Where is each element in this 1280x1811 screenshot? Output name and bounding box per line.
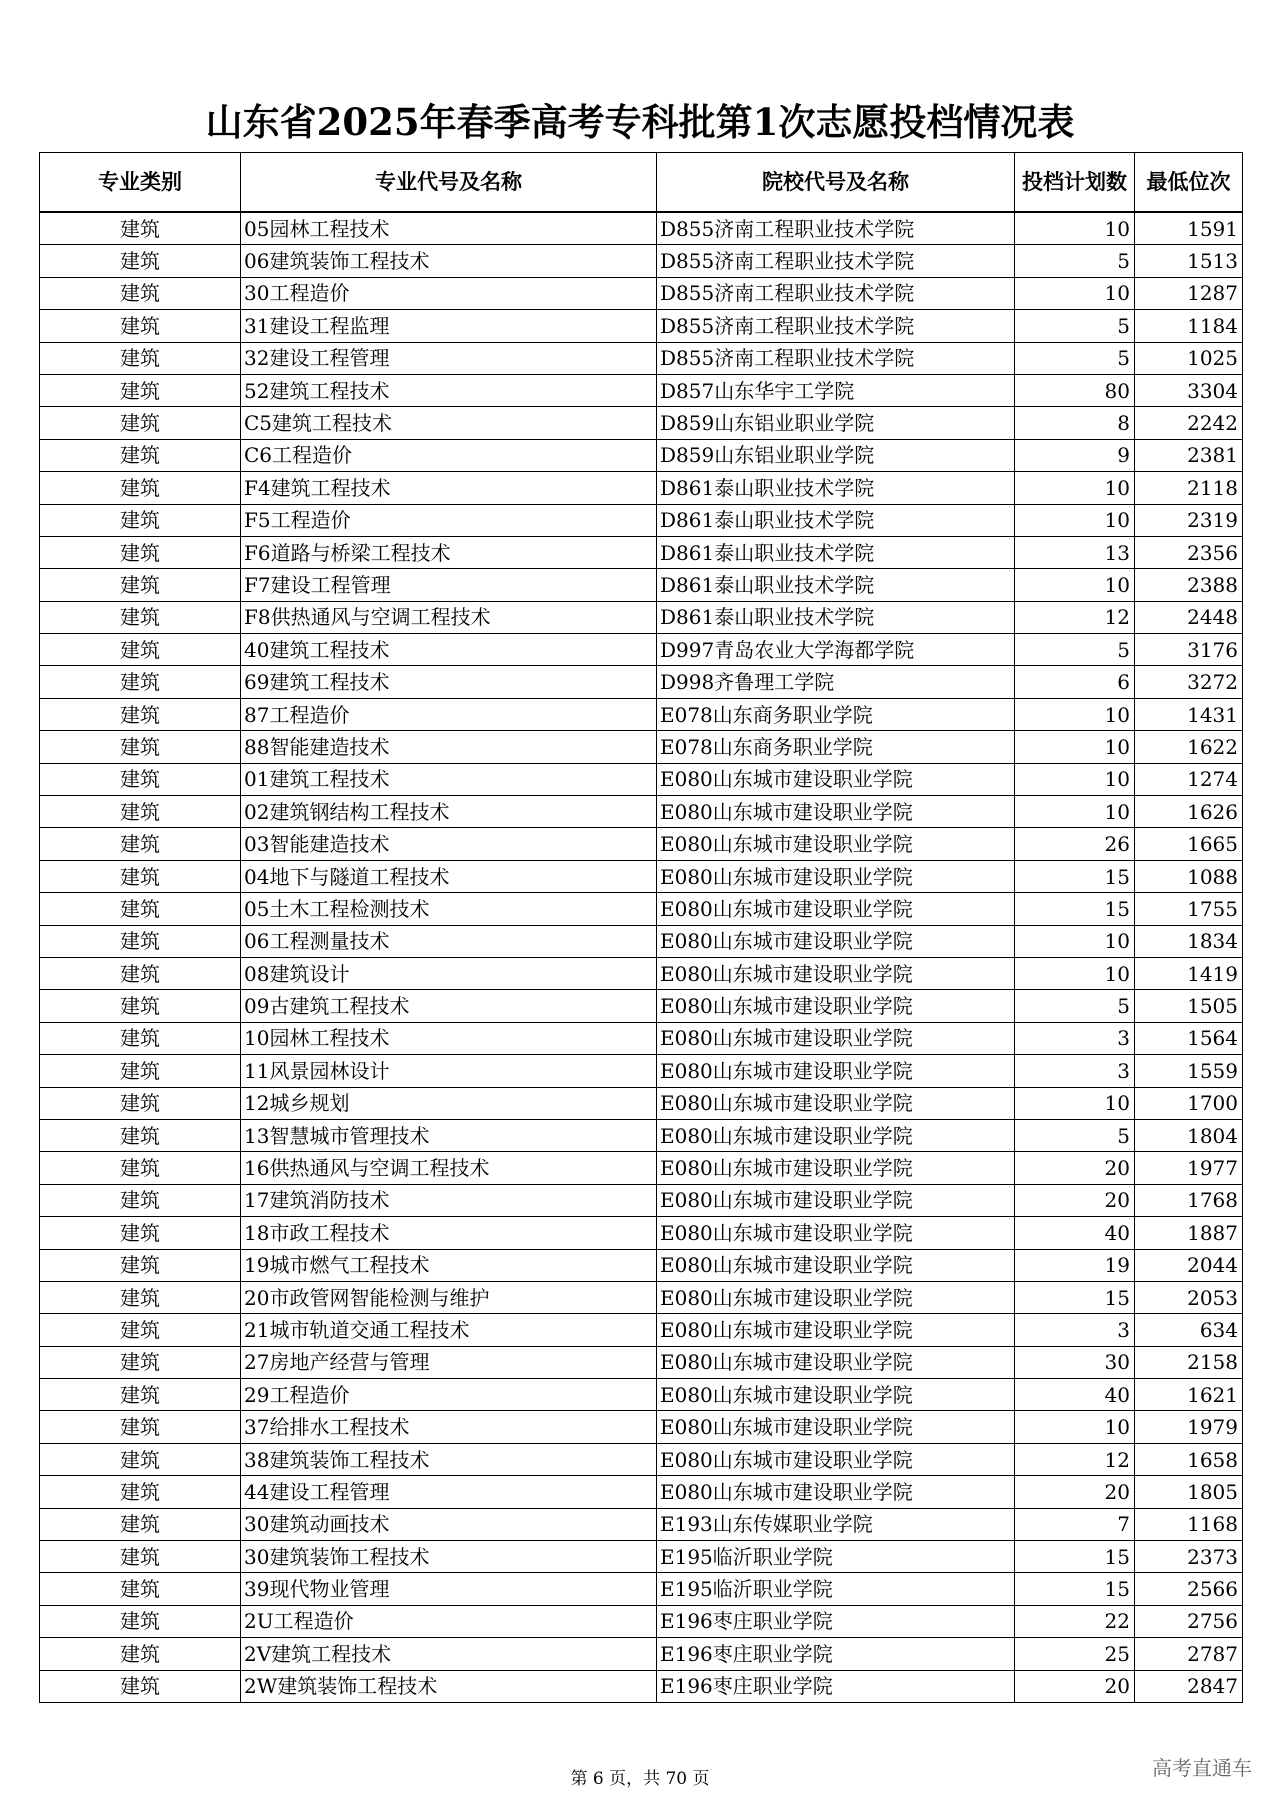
cell-school-code-name: E196枣庄职业学院: [657, 1670, 1015, 1702]
cell-major-code-name: 04地下与隧道工程技术: [241, 860, 657, 892]
page-title: 山东省2025年春季高考专科批第1次志愿投档情况表: [205, 100, 1075, 144]
cell-major-category: 建筑: [40, 1476, 241, 1508]
cell-plan-count: 22: [1015, 1605, 1135, 1637]
cell-min-rank: 1621: [1135, 1379, 1243, 1411]
cell-school-code-name: D861泰山职业技术学院: [657, 504, 1015, 536]
cell-major-category: 建筑: [40, 1411, 241, 1443]
cell-major-code-name: 02建筑钢结构工程技术: [241, 796, 657, 828]
cell-major-category: 建筑: [40, 407, 241, 439]
cell-major-category: 建筑: [40, 472, 241, 504]
table-row: [40, 1087, 1243, 1119]
cell-major-code-name: 05园林工程技术: [241, 212, 657, 245]
table-row: [40, 1055, 1243, 1087]
table-row: [40, 1281, 1243, 1313]
cell-school-code-name: D855济南工程职业技术学院: [657, 245, 1015, 277]
cell-major-code-name: 10园林工程技术: [241, 1022, 657, 1054]
cell-major-code-name: 12城乡规划: [241, 1087, 657, 1119]
table-row: [40, 796, 1243, 828]
cell-plan-count: 12: [1015, 1443, 1135, 1475]
cell-plan-count: 7: [1015, 1508, 1135, 1540]
cell-school-code-name: E078山东商务职业学院: [657, 731, 1015, 763]
cell-min-rank: 2158: [1135, 1346, 1243, 1378]
table-row: [40, 1605, 1243, 1637]
cell-major-category: 建筑: [40, 1087, 241, 1119]
cell-plan-count: 20: [1015, 1476, 1135, 1508]
cell-min-rank: 1564: [1135, 1022, 1243, 1054]
table-row: [40, 1573, 1243, 1605]
cell-school-code-name: D859山东铝业职业学院: [657, 439, 1015, 471]
cell-school-code-name: E196枣庄职业学院: [657, 1638, 1015, 1670]
table-row: [40, 1638, 1243, 1670]
cell-school-code-name: D861泰山职业技术学院: [657, 601, 1015, 633]
cell-min-rank: 1431: [1135, 698, 1243, 730]
cell-plan-count: 3: [1015, 1022, 1135, 1054]
table-row: [40, 1184, 1243, 1216]
cell-plan-count: 10: [1015, 763, 1135, 795]
cell-major-code-name: 88智能建造技术: [241, 731, 657, 763]
cell-min-rank: 1979: [1135, 1411, 1243, 1443]
cell-major-code-name: 69建筑工程技术: [241, 666, 657, 698]
cell-major-code-name: C5建筑工程技术: [241, 407, 657, 439]
cell-major-category: 建筑: [40, 1541, 241, 1573]
table-row: [40, 1670, 1243, 1702]
cell-plan-count: 5: [1015, 634, 1135, 666]
cell-major-code-name: 20市政管网智能检测与维护: [241, 1281, 657, 1313]
cell-min-rank: 1665: [1135, 828, 1243, 860]
cell-school-code-name: D857山东华宇工学院: [657, 374, 1015, 406]
cell-min-rank: 2356: [1135, 536, 1243, 568]
cell-school-code-name: E080山东城市建设职业学院: [657, 1314, 1015, 1346]
cell-min-rank: 1834: [1135, 925, 1243, 957]
cell-major-category: 建筑: [40, 536, 241, 568]
cell-min-rank: 2242: [1135, 407, 1243, 439]
table-row: [40, 925, 1243, 957]
table-row: [40, 1379, 1243, 1411]
cell-major-code-name: 38建筑装饰工程技术: [241, 1443, 657, 1475]
cell-school-code-name: E080山东城市建设职业学院: [657, 1184, 1015, 1216]
cell-plan-count: 10: [1015, 504, 1135, 536]
cell-major-category: 建筑: [40, 1152, 241, 1184]
admission-table: [39, 152, 1243, 1703]
cell-min-rank: 2847: [1135, 1670, 1243, 1702]
table-row: [40, 277, 1243, 309]
cell-major-code-name: 06建筑装饰工程技术: [241, 245, 657, 277]
cell-plan-count: 5: [1015, 342, 1135, 374]
cell-major-category: 建筑: [40, 342, 241, 374]
cell-school-code-name: E080山东城市建设职业学院: [657, 925, 1015, 957]
cell-min-rank: 1025: [1135, 342, 1243, 374]
cell-major-category: 建筑: [40, 212, 241, 245]
cell-major-code-name: 37给排水工程技术: [241, 1411, 657, 1443]
cell-major-code-name: 2U工程造价: [241, 1605, 657, 1637]
cell-major-code-name: 09古建筑工程技术: [241, 990, 657, 1022]
table-row: [40, 342, 1243, 374]
cell-major-code-name: 87工程造价: [241, 698, 657, 730]
cell-major-code-name: 03智能建造技术: [241, 828, 657, 860]
cell-min-rank: 2756: [1135, 1605, 1243, 1637]
cell-plan-count: 10: [1015, 212, 1135, 245]
cell-major-code-name: 29工程造价: [241, 1379, 657, 1411]
cell-min-rank: 1804: [1135, 1119, 1243, 1151]
cell-school-code-name: E080山东城市建设职业学院: [657, 1346, 1015, 1378]
cell-school-code-name: E080山东城市建设职业学院: [657, 957, 1015, 989]
table-row: [40, 634, 1243, 666]
header-major-code-name: 专业代号及名称: [241, 153, 657, 213]
cell-min-rank: 2118: [1135, 472, 1243, 504]
cell-min-rank: 2388: [1135, 569, 1243, 601]
cell-min-rank: 2787: [1135, 1638, 1243, 1670]
cell-school-code-name: D855济南工程职业技术学院: [657, 277, 1015, 309]
cell-major-code-name: 40建筑工程技术: [241, 634, 657, 666]
cell-major-code-name: 2V建筑工程技术: [241, 1638, 657, 1670]
cell-major-category: 建筑: [40, 1638, 241, 1670]
cell-school-code-name: E195临沂职业学院: [657, 1573, 1015, 1605]
cell-school-code-name: D855济南工程职业技术学院: [657, 212, 1015, 245]
cell-plan-count: 30: [1015, 1346, 1135, 1378]
cell-school-code-name: E195临沂职业学院: [657, 1541, 1015, 1573]
cell-major-code-name: 17建筑消防技术: [241, 1184, 657, 1216]
cell-major-category: 建筑: [40, 860, 241, 892]
cell-min-rank: 1274: [1135, 763, 1243, 795]
cell-major-code-name: 16供热通风与空调工程技术: [241, 1152, 657, 1184]
cell-min-rank: 1887: [1135, 1217, 1243, 1249]
cell-plan-count: 10: [1015, 796, 1135, 828]
cell-plan-count: 40: [1015, 1379, 1135, 1411]
table-row: [40, 828, 1243, 860]
table-row: [40, 504, 1243, 536]
cell-school-code-name: D998齐鲁理工学院: [657, 666, 1015, 698]
cell-school-code-name: E080山东城市建设职业学院: [657, 796, 1015, 828]
cell-major-category: 建筑: [40, 245, 241, 277]
table-row: [40, 472, 1243, 504]
table-row: [40, 990, 1243, 1022]
cell-min-rank: 2319: [1135, 504, 1243, 536]
cell-min-rank: 1505: [1135, 990, 1243, 1022]
cell-school-code-name: E080山东城市建设职业学院: [657, 1476, 1015, 1508]
cell-plan-count: 3: [1015, 1055, 1135, 1087]
cell-school-code-name: D855济南工程职业技术学院: [657, 342, 1015, 374]
cell-major-category: 建筑: [40, 698, 241, 730]
cell-major-code-name: 13智慧城市管理技术: [241, 1119, 657, 1151]
cell-major-category: 建筑: [40, 763, 241, 795]
table-row: [40, 569, 1243, 601]
cell-major-code-name: 05土木工程检测技术: [241, 893, 657, 925]
cell-min-rank: 1755: [1135, 893, 1243, 925]
cell-school-code-name: E080山东城市建设职业学院: [657, 1119, 1015, 1151]
cell-min-rank: 2053: [1135, 1281, 1243, 1313]
table-row: [40, 1443, 1243, 1475]
table-row: [40, 212, 1243, 245]
cell-major-category: 建筑: [40, 1443, 241, 1475]
cell-plan-count: 9: [1015, 439, 1135, 471]
cell-school-code-name: E080山东城市建设职业学院: [657, 1217, 1015, 1249]
cell-major-category: 建筑: [40, 1670, 241, 1702]
cell-major-code-name: F5工程造价: [241, 504, 657, 536]
cell-major-code-name: F7建设工程管理: [241, 569, 657, 601]
cell-plan-count: 10: [1015, 925, 1135, 957]
cell-major-code-name: 21城市轨道交通工程技术: [241, 1314, 657, 1346]
cell-school-code-name: E080山东城市建设职业学院: [657, 1411, 1015, 1443]
cell-major-code-name: 27房地产经营与管理: [241, 1346, 657, 1378]
cell-min-rank: 2044: [1135, 1249, 1243, 1281]
cell-major-category: 建筑: [40, 634, 241, 666]
cell-school-code-name: E080山东城市建设职业学院: [657, 1249, 1015, 1281]
table-row: [40, 601, 1243, 633]
cell-major-category: 建筑: [40, 796, 241, 828]
cell-major-code-name: 11风景园林设计: [241, 1055, 657, 1087]
cell-school-code-name: D861泰山职业技术学院: [657, 536, 1015, 568]
cell-plan-count: 10: [1015, 1411, 1135, 1443]
cell-major-code-name: 30建筑动画技术: [241, 1508, 657, 1540]
cell-plan-count: 15: [1015, 1573, 1135, 1605]
table-row: [40, 1508, 1243, 1540]
header-min-rank: 最低位次: [1135, 153, 1243, 213]
cell-school-code-name: E080山东城市建设职业学院: [657, 1443, 1015, 1475]
table-row: [40, 245, 1243, 277]
table-body: [40, 212, 1243, 1702]
cell-min-rank: 3272: [1135, 666, 1243, 698]
table-row: [40, 731, 1243, 763]
cell-school-code-name: D861泰山职业技术学院: [657, 569, 1015, 601]
cell-min-rank: 1088: [1135, 860, 1243, 892]
cell-min-rank: 1168: [1135, 1508, 1243, 1540]
cell-min-rank: 1559: [1135, 1055, 1243, 1087]
cell-major-code-name: F8供热通风与空调工程技术: [241, 601, 657, 633]
cell-school-code-name: E080山东城市建设职业学院: [657, 1022, 1015, 1054]
cell-major-category: 建筑: [40, 1346, 241, 1378]
table-row: [40, 763, 1243, 795]
cell-major-code-name: C6工程造价: [241, 439, 657, 471]
cell-major-category: 建筑: [40, 1184, 241, 1216]
cell-school-code-name: D997青岛农业大学海都学院: [657, 634, 1015, 666]
cell-major-code-name: F6道路与桥梁工程技术: [241, 536, 657, 568]
cell-plan-count: 10: [1015, 731, 1135, 763]
cell-school-code-name: E078山东商务职业学院: [657, 698, 1015, 730]
cell-major-category: 建筑: [40, 925, 241, 957]
cell-major-code-name: 2W建筑装饰工程技术: [241, 1670, 657, 1702]
cell-major-category: 建筑: [40, 504, 241, 536]
cell-plan-count: 13: [1015, 536, 1135, 568]
cell-plan-count: 10: [1015, 277, 1135, 309]
cell-school-code-name: E080山东城市建设职业学院: [657, 1087, 1015, 1119]
cell-major-category: 建筑: [40, 990, 241, 1022]
cell-major-code-name: F4建筑工程技术: [241, 472, 657, 504]
cell-min-rank: 2373: [1135, 1541, 1243, 1573]
cell-plan-count: 26: [1015, 828, 1135, 860]
cell-min-rank: 1700: [1135, 1087, 1243, 1119]
table-row: [40, 1022, 1243, 1054]
cell-major-category: 建筑: [40, 277, 241, 309]
cell-min-rank: 1622: [1135, 731, 1243, 763]
cell-major-category: 建筑: [40, 957, 241, 989]
cell-major-code-name: 44建设工程管理: [241, 1476, 657, 1508]
table-row: [40, 1152, 1243, 1184]
table-row: [40, 439, 1243, 471]
cell-plan-count: 20: [1015, 1184, 1135, 1216]
cell-min-rank: 1626: [1135, 796, 1243, 828]
table-row: [40, 666, 1243, 698]
cell-school-code-name: D855济南工程职业技术学院: [657, 310, 1015, 342]
cell-major-category: 建筑: [40, 601, 241, 633]
header-plan-count: 投档计划数: [1015, 153, 1135, 213]
table-row: [40, 860, 1243, 892]
table-row: [40, 1411, 1243, 1443]
cell-major-category: 建筑: [40, 374, 241, 406]
header-school-code-name: 院校代号及名称: [657, 153, 1015, 213]
table-row: [40, 1249, 1243, 1281]
cell-major-category: 建筑: [40, 1573, 241, 1605]
cell-major-category: 建筑: [40, 1217, 241, 1249]
cell-major-category: 建筑: [40, 666, 241, 698]
cell-major-category: 建筑: [40, 1605, 241, 1637]
cell-min-rank: 1184: [1135, 310, 1243, 342]
cell-school-code-name: E080山东城市建设职业学院: [657, 828, 1015, 860]
cell-major-category: 建筑: [40, 1055, 241, 1087]
table-row: [40, 374, 1243, 406]
cell-major-category: 建筑: [40, 731, 241, 763]
cell-plan-count: 19: [1015, 1249, 1135, 1281]
cell-major-category: 建筑: [40, 439, 241, 471]
header-major-category: 专业类别: [40, 153, 241, 213]
table-row: [40, 698, 1243, 730]
table-row: [40, 536, 1243, 568]
cell-min-rank: 1419: [1135, 957, 1243, 989]
cell-school-code-name: E080山东城市建设职业学院: [657, 1152, 1015, 1184]
cell-major-category: 建筑: [40, 1281, 241, 1313]
table-header-row: [40, 153, 1243, 213]
cell-min-rank: 2448: [1135, 601, 1243, 633]
cell-major-code-name: 18市政工程技术: [241, 1217, 657, 1249]
table-row: [40, 893, 1243, 925]
cell-min-rank: 1591: [1135, 212, 1243, 245]
cell-school-code-name: D861泰山职业技术学院: [657, 472, 1015, 504]
cell-major-category: 建筑: [40, 1379, 241, 1411]
cell-plan-count: 5: [1015, 1119, 1135, 1151]
table-row: [40, 1119, 1243, 1151]
cell-major-category: 建筑: [40, 1314, 241, 1346]
cell-major-code-name: 52建筑工程技术: [241, 374, 657, 406]
cell-min-rank: 1768: [1135, 1184, 1243, 1216]
cell-plan-count: 6: [1015, 666, 1135, 698]
cell-plan-count: 8: [1015, 407, 1135, 439]
cell-plan-count: 15: [1015, 1541, 1135, 1573]
cell-school-code-name: E080山东城市建设职业学院: [657, 1379, 1015, 1411]
table-row: [40, 1541, 1243, 1573]
cell-plan-count: 10: [1015, 698, 1135, 730]
cell-major-code-name: 08建筑设计: [241, 957, 657, 989]
cell-major-category: 建筑: [40, 1508, 241, 1540]
cell-major-category: 建筑: [40, 1249, 241, 1281]
cell-major-code-name: 39现代物业管理: [241, 1573, 657, 1605]
cell-major-code-name: 06工程测量技术: [241, 925, 657, 957]
cell-major-category: 建筑: [40, 1022, 241, 1054]
cell-major-category: 建筑: [40, 310, 241, 342]
cell-major-code-name: 31建设工程监理: [241, 310, 657, 342]
cell-plan-count: 12: [1015, 601, 1135, 633]
table-row: [40, 407, 1243, 439]
cell-major-code-name: 30建筑装饰工程技术: [241, 1541, 657, 1573]
cell-min-rank: 2566: [1135, 1573, 1243, 1605]
cell-min-rank: 1513: [1135, 245, 1243, 277]
cell-plan-count: 25: [1015, 1638, 1135, 1670]
table-row: [40, 1217, 1243, 1249]
cell-plan-count: 20: [1015, 1152, 1135, 1184]
page-number: 第 6 页，共 70 页: [570, 1769, 710, 1789]
cell-min-rank: 1287: [1135, 277, 1243, 309]
cell-plan-count: 40: [1015, 1217, 1135, 1249]
cell-plan-count: 15: [1015, 893, 1135, 925]
cell-min-rank: 634: [1135, 1314, 1243, 1346]
cell-school-code-name: D859山东铝业职业学院: [657, 407, 1015, 439]
cell-plan-count: 10: [1015, 569, 1135, 601]
cell-plan-count: 5: [1015, 245, 1135, 277]
cell-school-code-name: E080山东城市建设职业学院: [657, 1055, 1015, 1087]
cell-school-code-name: E080山东城市建设职业学院: [657, 1281, 1015, 1313]
cell-plan-count: 3: [1015, 1314, 1135, 1346]
cell-major-category: 建筑: [40, 828, 241, 860]
cell-min-rank: 1658: [1135, 1443, 1243, 1475]
cell-major-code-name: 32建设工程管理: [241, 342, 657, 374]
cell-min-rank: 3176: [1135, 634, 1243, 666]
cell-plan-count: 15: [1015, 860, 1135, 892]
cell-min-rank: 1977: [1135, 1152, 1243, 1184]
watermark-text: 高考直通车: [1152, 1756, 1252, 1780]
table-row: [40, 1314, 1243, 1346]
cell-min-rank: 1805: [1135, 1476, 1243, 1508]
cell-school-code-name: E080山东城市建设职业学院: [657, 990, 1015, 1022]
cell-plan-count: 20: [1015, 1670, 1135, 1702]
cell-plan-count: 10: [1015, 957, 1135, 989]
table-row: [40, 310, 1243, 342]
cell-major-code-name: 19城市燃气工程技术: [241, 1249, 657, 1281]
cell-min-rank: 3304: [1135, 374, 1243, 406]
cell-plan-count: 15: [1015, 1281, 1135, 1313]
cell-major-code-name: 30工程造价: [241, 277, 657, 309]
cell-major-category: 建筑: [40, 569, 241, 601]
cell-min-rank: 2381: [1135, 439, 1243, 471]
table-row: [40, 1476, 1243, 1508]
cell-plan-count: 5: [1015, 990, 1135, 1022]
cell-plan-count: 10: [1015, 1087, 1135, 1119]
table-row: [40, 957, 1243, 989]
cell-major-category: 建筑: [40, 1119, 241, 1151]
cell-school-code-name: E196枣庄职业学院: [657, 1605, 1015, 1637]
cell-plan-count: 80: [1015, 374, 1135, 406]
cell-school-code-name: E080山东城市建设职业学院: [657, 860, 1015, 892]
cell-major-code-name: 01建筑工程技术: [241, 763, 657, 795]
cell-school-code-name: E193山东传媒职业学院: [657, 1508, 1015, 1540]
cell-major-category: 建筑: [40, 893, 241, 925]
cell-school-code-name: E080山东城市建设职业学院: [657, 893, 1015, 925]
cell-school-code-name: E080山东城市建设职业学院: [657, 763, 1015, 795]
cell-plan-count: 5: [1015, 310, 1135, 342]
cell-plan-count: 10: [1015, 472, 1135, 504]
table-row: [40, 1346, 1243, 1378]
